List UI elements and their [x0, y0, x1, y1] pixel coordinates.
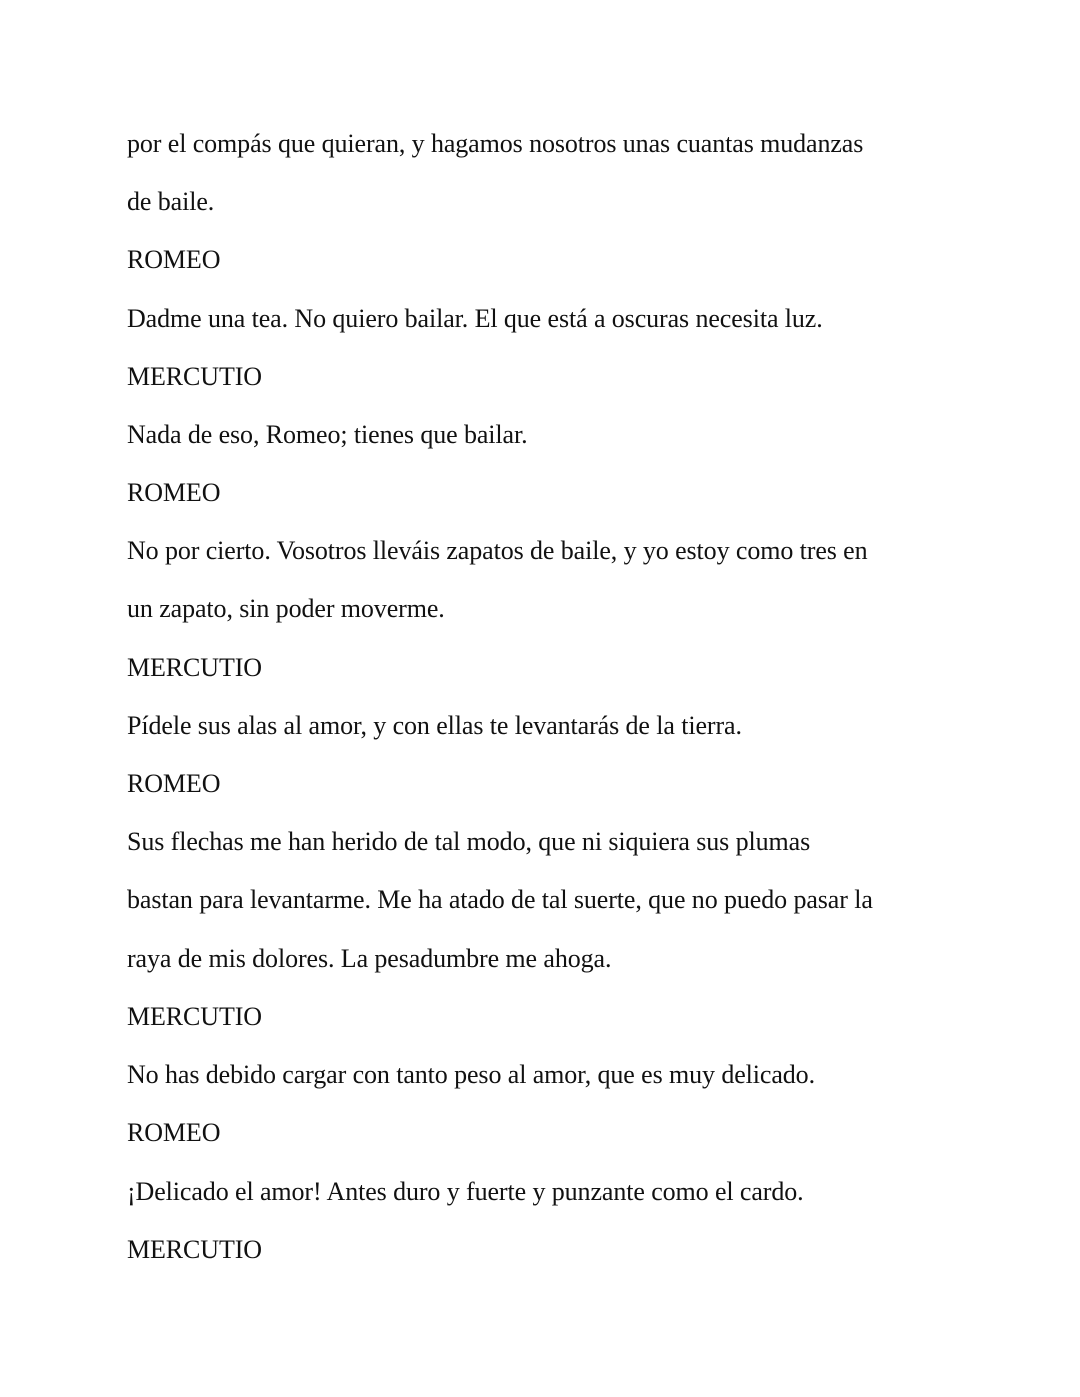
- speaker-name: MERCUTIO: [127, 362, 262, 391]
- dialogue-line: Pídele sus alas al amor, y con ellas te levantarás de la tierra.: [127, 711, 742, 740]
- dialogue-line: Dadme una tea. No quiero bailar. El que está a oscuras necesita luz.: [127, 304, 823, 333]
- speaker-name: MERCUTIO: [127, 653, 262, 682]
- speaker-name: MERCUTIO: [127, 1002, 262, 1031]
- speaker-name: ROMEO: [127, 769, 221, 798]
- speaker-name: ROMEO: [127, 245, 221, 274]
- dialogue-line: de baile.: [127, 187, 215, 216]
- speaker-name: ROMEO: [127, 1118, 221, 1147]
- dialogue-line: ¡Delicado el amor! Antes duro y fuerte y punzante como el cardo.: [127, 1177, 804, 1206]
- dialogue-line: Sus flechas me han herido de tal modo, que ni siquiera sus plumas: [127, 827, 811, 856]
- dialogue-line: Nada de eso, Romeo; tienes que bailar.: [127, 420, 528, 449]
- dialogue-line: por el compás que quieran, y hagamos nosotros unas cuantas mudanzas: [127, 129, 864, 158]
- speaker-name: ROMEO: [127, 478, 221, 507]
- dialogue-line: bastan para levantarme. Me ha atado de tal suerte, que no puedo pasar la: [127, 885, 873, 914]
- dialogue-line: No has debido cargar con tanto peso al amor, que es muy delicado.: [127, 1060, 815, 1089]
- dialogue-line: No por cierto. Vosotros lleváis zapatos de baile, y yo estoy como tres en: [127, 536, 868, 565]
- speaker-name: MERCUTIO: [127, 1235, 262, 1264]
- dialogue-line: un zapato, sin poder moverme.: [127, 594, 445, 623]
- dialogue-line: raya de mis dolores. La pesadumbre me ahoga.: [127, 944, 612, 973]
